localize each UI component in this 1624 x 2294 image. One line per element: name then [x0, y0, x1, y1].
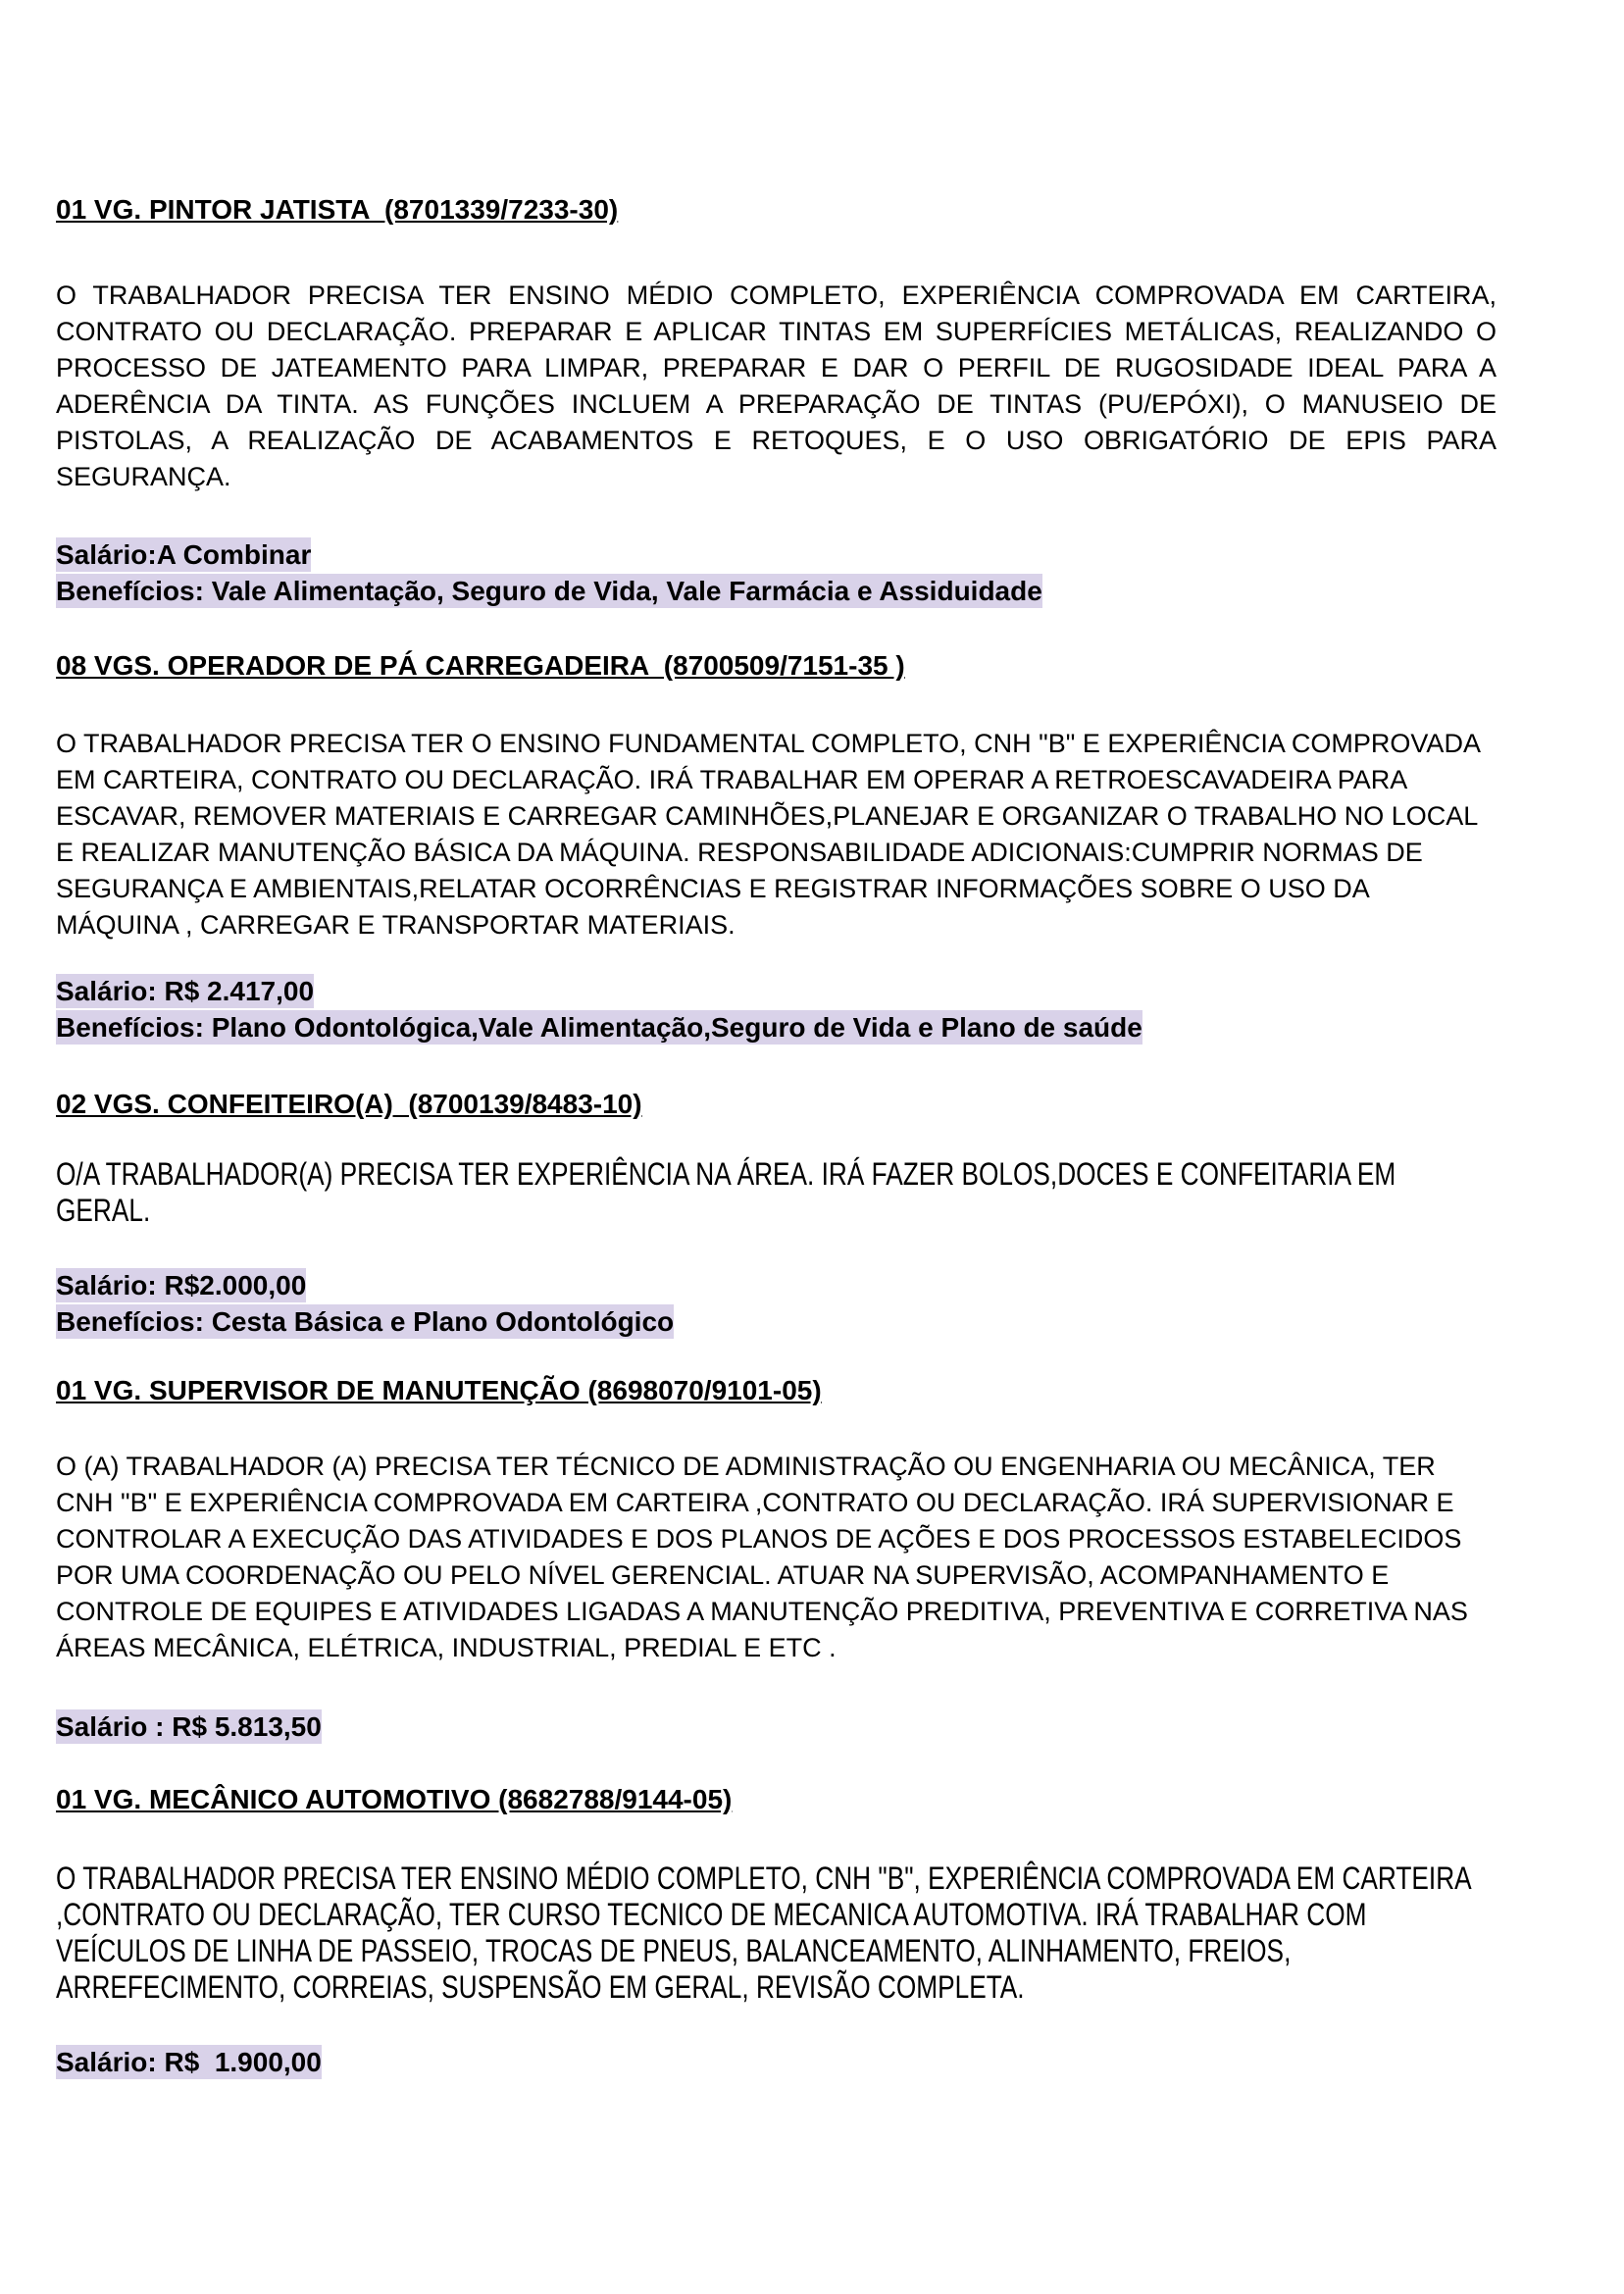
salary-line [56, 973, 1497, 1009]
job-listing [56, 1372, 1497, 1745]
benefits-highlight: Benefícios: Vale Alimentação, Seguro de Vida, Vale Farmácia e Assiduidade [56, 576, 1042, 606]
job-title: 01 VG. PINTOR JATISTA (8701339/7233-30) [56, 194, 619, 225]
benefits-line [56, 1009, 1497, 1045]
job-title: 08 VGS. OPERADOR DE PÁ CARREGADEIRA (8700509/7151-35 ) [56, 650, 905, 681]
salary-highlight: Salário: R$2.000,00 [56, 1270, 307, 1300]
job-listing [56, 1086, 1497, 1340]
job-title: 01 VG. MECÂNICO AUTOMOTIVO (8682788/9144-05) [56, 1784, 733, 1814]
job-description: O (A) TRABALHADOR (A) PRECISA TER TÉCNICO DE ADMINISTRAÇÃO OU ENGENHARIA OU MECÂNICA, TER CNH "B" E EXPERIÊNCIA COMPROVADA EM CARTEIRA ,CONTRATO OU DECLARAÇÃO. IRÁ SUPERVISIONAR E CONTROLAR A EXECUÇÃO DAS ATIVIDADES E DOS PLANOS DE AÇÕES E DOS PROCESSOS ESTABELECIDOS POR UMA COORDENAÇÃO OU PELO NÍVEL GERENCIAL. ATUAR NA SUPERVISÃO, ACOMPANHAMENTO E CONTROLE DE EQUIPES E ATIVIDADES LIGADAS A MANUTENÇÃO PREDITIVA, PREVENTIVA E CORRETIVA NAS ÁREAS MECÂNICA, ELÉTRICA, INDUSTRIAL, PREDIAL E ETC . [56, 1452, 1468, 1662]
job-description: O TRABALHADOR PRECISA TER ENSINO MÉDIO COMPLETO, EXPERIÊNCIA COMPROVADA EM CARTEIRA, CONTRATO OU DECLARAÇÃO. PREPARAR E APLICAR TINTAS EM SUPERFÍCIES METÁLICAS, REALIZANDO O PROCESSO DE JATEAMENTO PARA LIMPAR, PREPARAR E DAR O PERFIL DE RUGOSIDADE IDEAL PARA A ADERÊNCIA DA TINTA. AS FUNÇÕES INCLUEM A PREPARAÇÃO DE TINTAS (PU/EPÓXI), O MANUSEIO DE PISTOLAS, A REALIZAÇÃO DE ACABAMENTOS E RETOQUES, E O USO OBRIGATÓRIO DE EPIS PARA SEGURANÇA. [56, 280, 1497, 491]
salary-highlight: Salário : R$ 5.813,50 [56, 1711, 322, 1742]
salary-highlight: Salário:A Combinar [56, 539, 312, 570]
job-listing [56, 1781, 1497, 2080]
benefits-line [56, 1303, 1497, 1340]
salary-highlight: Salário: R$ 1.900,00 [56, 2047, 322, 2077]
salary-line [56, 2044, 1497, 2080]
job-listing [56, 647, 1497, 1045]
benefits-line [56, 573, 1497, 609]
job-title: 02 VGS. CONFEITEIRO(A) (8700139/8483-10) [56, 1089, 642, 1119]
salary-highlight: Salário: R$ 2.417,00 [56, 976, 315, 1006]
salary-line [56, 1708, 1497, 1745]
job-title: 01 VG. SUPERVISOR DE MANUTENÇÃO (8698070/9101-05) [56, 1375, 822, 1405]
job-description: O/A TRABALHADOR(A) PRECISA TER EXPERIÊNCIA NA ÁREA. IRÁ FAZER BOLOS,DOCES E CONFEITARIA EM GERAL. [56, 1156, 1396, 1228]
job-description: O TRABALHADOR PRECISA TER ENSINO MÉDIO COMPLETO, CNH "B", EXPERIÊNCIA COMPROVADA EM CARTEIRA ,CONTRATO OU DECLARAÇÃO, TER CURSO TECNICO DE MECANICA AUTOMOTIVA. IRÁ TRABALHAR COM VEÍCULOS DE LINHA DE PASSEIO, TROCAS DE PNEUS, BALANCEAMENTO, ALINHAMENTO, FREIOS, ARREFECIMENTO, CORREIAS, SUSPENSÃO EM GERAL, REVISÃO COMPLETA. [56, 1861, 1471, 2005]
benefits-highlight: Benefícios: Cesta Básica e Plano Odontológico [56, 1306, 675, 1337]
job-listing [56, 191, 1497, 609]
job-description: O TRABALHADOR PRECISA TER O ENSINO FUNDAMENTAL COMPLETO, CNH "B" E EXPERIÊNCIA COMPROVADA EM CARTEIRA, CONTRATO OU DECLARAÇÃO. IRÁ TRABALHAR EM OPERAR A RETROESCAVADEIRA PARA ESCAVAR, REMOVER MATERIAIS E CARREGAR CAMINHÕES,PLANEJAR E ORGANIZAR O TRABALHO NO LOCAL E REALIZAR MANUTENÇÃO BÁSICA DA MÁQUINA. RESPONSABILIDADE ADICIONAIS:CUMPRIR NORMAS DE SEGURANÇA E AMBIENTAIS,RELATAR OCORRÊNCIAS E REGISTRAR INFORMAÇÕES SOBRE O USO DA MÁQUINA , CARREGAR E TRANSPORTAR MATERIAIS. [56, 729, 1480, 940]
salary-line [56, 536, 1497, 573]
benefits-highlight: Benefícios: Plano Odontológica,Vale Alimentação,Seguro de Vida e Plano de saúde [56, 1012, 1142, 1043]
salary-line [56, 1267, 1497, 1303]
